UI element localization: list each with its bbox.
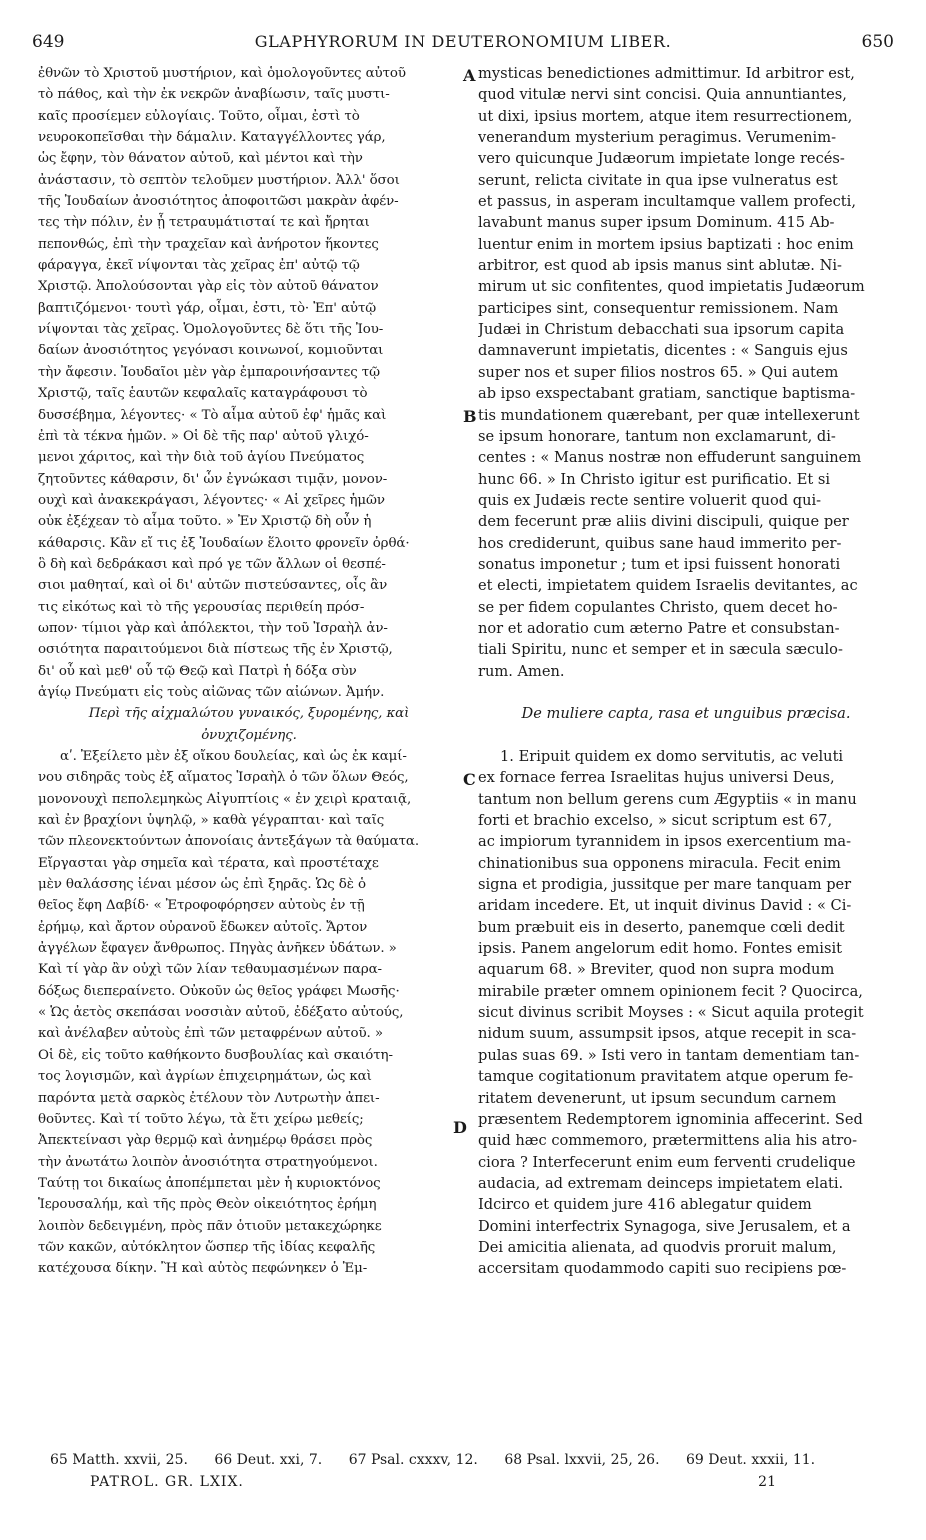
text-line: tis mundationem quærebant, per quæ intellexerunt: [478, 406, 860, 424]
text-line: hos crediderunt, quibus sane haud immerito per-: [478, 534, 842, 552]
text-line: sicut divinus scribit Moyses : « Sicut aquila protegit: [478, 1004, 864, 1022]
text-line: τες τὴν πόλιν, ἐν ᾗ τετραυμάτισταί τε καὶ ἤρηται: [38, 215, 370, 231]
text-line: signa et prodigia, jussitque per mare tanquam per: [478, 876, 852, 894]
text-line: quid hæc commemoro, prætermittens alia his atro-: [478, 1132, 857, 1150]
text-line: Dei amicitia alienata, ad quodvis proruit malum,: [478, 1238, 837, 1256]
text-line: ut dixi, ipsius mortem, atque item resurrectionem,: [478, 107, 853, 125]
text-line: participes sint, consequentur remissionem. Nam: [478, 299, 839, 317]
text-line: θοῦντες. Καὶ τί τοῦτο λέγω, τὰ ἔτι χείρω μεθείς;: [38, 1111, 364, 1127]
text-line: bum præbuit eis in deserto, panemque cœli dedit: [478, 918, 845, 936]
text-line: ἀνάστασιν, τὸ σεπτὸν τελοῦμεν μυστήριον. Ἀλλ' ὅσοι: [38, 172, 400, 188]
text-line: hunc 66. » In Christo igitur est purificatio. Et si: [478, 470, 831, 488]
text-line: centes : « Manus nostræ non effuderunt sanguinem: [478, 449, 862, 467]
text-line: [478, 682, 894, 703]
text-line: Ταύτῃ τοι δικαίως ἀποπέμπεται μὲν ἡ κυριοκτόνος: [38, 1175, 381, 1191]
text-line: καὶ ἐν βραχίονι ὑψηλῷ, » καθὰ γέγραπται· καὶ ταῖς: [38, 813, 385, 829]
margin-marker-a: A: [463, 66, 476, 85]
text-line: se per fidem copulantes Christo, quem decet ho-: [478, 598, 838, 616]
text-line: κάθαρσις. Κἂν εἴ τις ἐξ Ἰουδαίων ἕλοιτο φρονεῖν ὀρθά·: [38, 535, 410, 551]
text-line: Ἱερουσαλήμ, καὶ τῆς πρὸς Θεὸν οἰκειότητος ἐρήμη: [38, 1197, 377, 1213]
text-line: aridam incedere. Et, ut inquit divinus David : « Ci-: [478, 897, 852, 915]
text-line: aquarum 68. » Breviter, quod non supra modum: [478, 961, 835, 979]
text-line: μενοι χάριτος, καὶ τὴν διὰ τοῦ ἁγίου Πνεύματος: [38, 450, 365, 466]
text-line: τος λογισμῶν, καὶ ἀγρίων ἐπιχειρημάτων, ὡς καὶ: [38, 1069, 372, 1085]
text-line: præsentem Redemptorem ignominia affecerint. Sed: [478, 1110, 863, 1128]
text-line: ὡς ἔφην, τὸν θάνατον αὐτοῦ, καὶ μέντοι καὶ τὴν: [38, 151, 363, 167]
text-line: rum. Amen.: [478, 662, 565, 680]
footnote: 67 Psal. cxxxv, 12.: [348, 1452, 478, 1468]
text-line: se ipsum honorare, tantum non exclamarunt, di-: [478, 427, 836, 445]
running-header: [28, 30, 898, 54]
text-line: καῖς προσίεμεν εὐλογίαις. Τοῦτο, οἶμαι, ἐστὶ τὸ: [38, 108, 360, 124]
text-line: tantum non bellum gerens cum Ægyptiis « in manu: [478, 790, 857, 808]
text-line: ὃ δὴ καὶ δεδράκασι καὶ πρό γε τῶν ἄλλων οἱ θεσπέ-: [38, 556, 386, 572]
text-line: mysticas benedictiones admittimur. Id arbitror est,: [478, 65, 855, 82]
text-line: vero quicunque Judæorum impietate longe recés-: [478, 150, 845, 168]
text-line: τὴν ἄφεσιν. Ἰουδαῖοι μὲν γὰρ ἐμπαροινήσαντες τῷ: [38, 364, 380, 380]
text-line: Εἴργασται γὰρ σημεῖα καὶ τέρατα, καὶ προστέταχε: [38, 855, 379, 871]
page-number-left: 649: [32, 32, 65, 52]
text-line: ωπον· τίμιοι γὰρ καὶ ἀπόλεκτοι, τὴν τοῦ Ἰσραὴλ ἀν-: [38, 620, 388, 636]
text-line: 1. Eripuit quidem ex domo servitutis, ac veluti: [500, 748, 844, 765]
text-line: et passus, in asperam incultamque vallem profecti,: [478, 193, 856, 211]
text-line: ac impiorum tyrannidem in ipsos exercentium ma-: [478, 833, 852, 851]
section-heading: Περὶ τῆς αἰχμαλώτου γυναικός, ξυρομένης, καὶ: [88, 706, 410, 722]
text-line: θεῖος ἔφη Δαβίδ· « Ἐτροφοφόρησεν αὐτοὺς ἐν τῇ: [38, 898, 365, 914]
margin-marker-d: D: [453, 1118, 467, 1137]
text-line: Judæi in Christum debacchati sua ipsorum capita: [478, 321, 845, 339]
text-line: chinationibus sua opponens miracula. Fecit enim: [478, 854, 841, 872]
text-line: mirum ut sic confitentes, quod impietatis Judæorum: [478, 278, 865, 296]
text-line: λοιπὸν δεδειγμένη, πρὸς πᾶν ὁτιοῦν μετακεχώρηκε: [38, 1218, 382, 1234]
text-line: ἁγίῳ Πνεύματι εἰς τοὺς αἰῶνας τῶν αἰώνων. Ἀμήν.: [38, 684, 385, 700]
text-line: τις εἰκότως καὶ τὸ τῆς γερουσίας περιθείη πρόσ-: [38, 599, 365, 615]
text-line: lavabunt manus super ipsum Dominum. 415 Ab-: [478, 214, 835, 232]
text-line: nor et adoratio cum æterno Patre et consubstan-: [478, 619, 840, 637]
text-line: Χριστῷ, ταῖς ἑαυτῶν κεφαλαῖς καταγράφουσι τὸ: [38, 386, 368, 402]
text-line: κατέχουσα δίκην. Ἢ καὶ αὐτὸς πεφώνηκεν ὁ Ἐμ-: [38, 1261, 368, 1277]
text-line: tamque cogitationum pravitatem atque operum fe-: [478, 1068, 854, 1086]
running-title: GLAPHYRORUM IN DEUTERONOMIUM LIBER.: [254, 32, 672, 51]
text-line: φάραγγα, ἐκεῖ νίψονται τὰς χεῖρας ἐπ' αὐτῷ τῷ: [38, 258, 360, 274]
text-line: δυσσέβημα, λέγοντες· « Τὸ αἷμα αὐτοῦ ἐφ' ἡμᾶς καὶ: [38, 407, 387, 423]
text-line: ab ipso exspectabant gratiam, sanctique baptisma-: [478, 385, 856, 403]
text-line: ζητοῦντες κάθαρσιν, δι' ὧν ἐγνώκασι τιμᾷν, μονον-: [38, 471, 388, 487]
margin-marker-b: B: [463, 407, 477, 426]
signature-mark: 21: [758, 1474, 776, 1490]
text-line: tiali Spiritu, nunc et semper et in sæcula sæculo-: [478, 641, 843, 659]
text-line: νου σιδηρᾶς τοὺς ἐξ αἵματος Ἰσραὴλ ὁ τῶν ὅλων Θεός,: [38, 770, 409, 786]
text-line: Καὶ τί γὰρ ἂν οὐχὶ τῶν λίαν τεθαυμασμένων παρα-: [38, 962, 382, 978]
text-line: sonatus imponetur ; tum et ipsi fuissent honorati: [478, 555, 841, 573]
text-line: Οἱ δὲ, εἰς τοῦτο καθήκοντο δυσβουλίας καὶ σκαιότη-: [38, 1047, 393, 1063]
text-line: παρόντα μετὰ σαρκὸς ἐτέλουν τὸν Λυτρωτὴν ἀπει-: [38, 1090, 380, 1106]
text-line: νευροκοπεῖσθαι τὴν δάμαλιν. Καταγγέλλοντες γάρ,: [38, 130, 386, 146]
page-bottom: [90, 1474, 776, 1496]
text-line: ex fornace ferrea Israelitas hujus universi Deus,: [478, 769, 835, 787]
text-line: σιοι μαθηταί, καὶ οἱ δι' αὐτῶν πιστεύσαντες, οἷς ἂν: [38, 578, 388, 594]
text-line: super nos et super filios nostros 65. » Qui autem: [478, 363, 839, 381]
text-line: et electi, impietatem quidem Israelis devitantes, ac: [478, 577, 858, 595]
section-heading: De muliere capta, rasa et unguibus præcisa.: [521, 705, 851, 723]
text-line: dem fecerunt præ aliis divini discipuli, quique per: [478, 513, 849, 531]
footnote: 68 Psal. lxxvii, 25, 26.: [504, 1452, 660, 1468]
text-line: δι' οὗ καὶ μεθ' οὗ τῷ Θεῷ καὶ Πατρὶ ἡ δόξα σὺν: [38, 663, 357, 679]
text-line: δόξως διεπεραίνετο. Οὐκοῦν ὡς θεῖος γράφει Μωσῆς·: [38, 983, 400, 999]
text-line: δαίων ἀνοσιότητος γεγόνασι κοινωνοί, κομιοῦνται: [38, 343, 384, 359]
text-line: οσιότητα παραιτούμενοι διὰ πίστεως τῆς ἐν Χριστῷ,: [38, 642, 393, 658]
greek-text-column: [38, 63, 460, 1280]
text-line: τὸ πάθος, καὶ τὴν ἐκ νεκρῶν ἀναβίωσιν, ταῖς μυστι-: [38, 87, 390, 103]
text-line: ἐθνῶν τὸ Χριστοῦ μυστήριον, καὶ ὁμολογοῦντες αὐτοῦ: [38, 66, 406, 81]
text-line: ουχὶ καὶ ἀνακεκράγασι, λέγοντες· « Αἱ χεῖρες ἡμῶν: [38, 492, 385, 508]
text-line: τῆς Ἰουδαίων ἀνοσιότητος ἀποφοιτῶσι μακρὰν ἀφέν-: [38, 194, 399, 210]
text-line: venerandum mysterium peragimus. Verumenim-: [478, 129, 836, 147]
text-line: quod vitulæ nervi sint concisi. Quia annuntiantes,: [478, 86, 847, 104]
text-line: τὴν ἀνωτάτω λοιπὸν ἀνοσιότητα στρατηγούμενοι.: [38, 1154, 378, 1170]
text-line: luentur enim in mortem ipsius baptizati : hoc enim: [478, 235, 854, 253]
text-line: mirabile præter omnem opinionem fecit ? Quocirca,: [478, 982, 863, 1000]
text-line: μονονουχὶ πεπολεμηκὼς Αἰγυπτίοις « ἐν χειρὶ κραταιᾷ,: [38, 791, 412, 807]
section-heading: ὀνυχιζομένης.: [201, 727, 297, 743]
footnotes: [50, 1450, 886, 1470]
text-line: ἐρήμῳ, καὶ ἄρτον οὐρανοῦ ἔδωκεν αὐτοῖς. Ἄρτον: [38, 919, 368, 935]
footnote: 69 Deut. xxxii, 11.: [686, 1452, 816, 1468]
text-line: pulas suas 69. » Isti vero in tantam dementiam tan-: [478, 1046, 860, 1064]
text-line: τῶν κακῶν, αὐτόκλητον ὥσπερ τῆς ἰδίας κεφαλῆς: [38, 1239, 376, 1255]
text-line: ἀγγέλων ἔφαγεν ἄνθρωπος. Πηγὰς ἀνῆκεν ὑδάτων. »: [38, 941, 397, 957]
text-line: accersitam quodammodo capiti suo recipiens pœ-: [478, 1260, 847, 1278]
footnote: 65 Matth. xxvii, 25.: [50, 1452, 188, 1468]
text-line: βαπτιζόμενοι· τουτὶ γάρ, οἶμαι, ἐστι, τὸ· Ἐπ' αὐτῷ: [38, 300, 377, 316]
text-line: πεπονθώς, ἐπὶ τὴν τραχεῖαν καὶ ἀνήροτον ἥκοντες: [38, 236, 379, 252]
text-line: ritatem devenerunt, ut ipsum secundum carnem: [478, 1089, 837, 1107]
text-line: « Ὡς ἀετὸς σκεπάσαι νοσσιὰν αὐτοῦ, ἐδέξατο αὐτούς,: [38, 1005, 404, 1021]
text-line: ipsis. Panem angelorum edit homo. Fontes emisit: [478, 940, 842, 958]
text-line: ἐπὶ τὰ τέκνα ἡμῶν. » Οἱ δὲ τῆς παρ' αὐτοῦ γλιχό-: [38, 428, 369, 444]
text-line: Ἀπεκτείνασι γὰρ θερμῷ καὶ ἀνημέρῳ θράσει πρὸς: [38, 1133, 373, 1149]
text-line: forti et brachio excelso, » sicut scriptum est 67,: [478, 812, 833, 830]
text-line: ciora ? Interfecerunt enim eum ferventi crudelique: [478, 1153, 856, 1171]
footnote: 66 Deut. xxi, 7.: [214, 1452, 323, 1468]
text-line: Idcirco et quidem jure 416 ablegatur quidem: [478, 1196, 812, 1214]
text-line: audacia, ad extremam deinceps impietatem elati.: [478, 1174, 844, 1192]
text-line: quis ex Judæis recte sentire voluerit quod qui-: [478, 491, 822, 509]
text-line: serunt, relicta civitate in qua ipse vulneratus est: [478, 171, 838, 189]
text-line: damnaverunt impietatis, dicentes : « Sanguis ejus: [478, 342, 848, 360]
latin-text-column: [478, 63, 894, 1280]
text-line: Χριστῷ. Ἀπολούσονται γὰρ εἰς τὸν αὐτοῦ θάνατον: [38, 279, 379, 295]
text-line: τῶν πλεονεκτούντων ἀπονοίαις ἀντεξάγων τὰ θαύματα.: [38, 834, 420, 850]
margin-marker-c: C: [463, 770, 476, 789]
text-line: οὐκ ἐξέχεαν τὸ αἷμα τοῦτο. » Ἐν Χριστῷ δὴ οὖν ἡ: [38, 514, 372, 530]
footnote-line: [50, 1450, 886, 1470]
text-line: Domini interfectrix Synagoga, sive Jerusalem, et a: [478, 1217, 851, 1235]
text-line: καὶ ἀνέλαβεν αὐτοὺς ἐπὶ τῶν μεταφρένων αὐτοῦ. »: [38, 1026, 383, 1042]
text-line: νίψονται τὰς χεῖρας. Ὁμολογοῦντες δὲ ὅτι τῆς Ἰου-: [38, 322, 384, 338]
text-line: nidum suum, assumpsit ipsos, atque recepit in sca-: [478, 1025, 857, 1043]
text-line: arbitror, est quod ab ipsis manus sint ablutæ. Ni-: [478, 257, 842, 275]
text-line: [478, 725, 894, 746]
page-number-right: 650: [861, 32, 894, 52]
text-line: μὲν θαλάσσης ἰέναι μέσον ὡς ἐπὶ ξηρᾶς. Ὡς δὲ ὁ: [38, 877, 366, 893]
text-line: αʹ. Ἐξείλετο μὲν ἐξ οἴκου δουλείας, καὶ ὡς ἐκ καμί-: [60, 749, 407, 764]
patrologia-volume: PATROL. GR. LXIX.: [90, 1474, 244, 1490]
